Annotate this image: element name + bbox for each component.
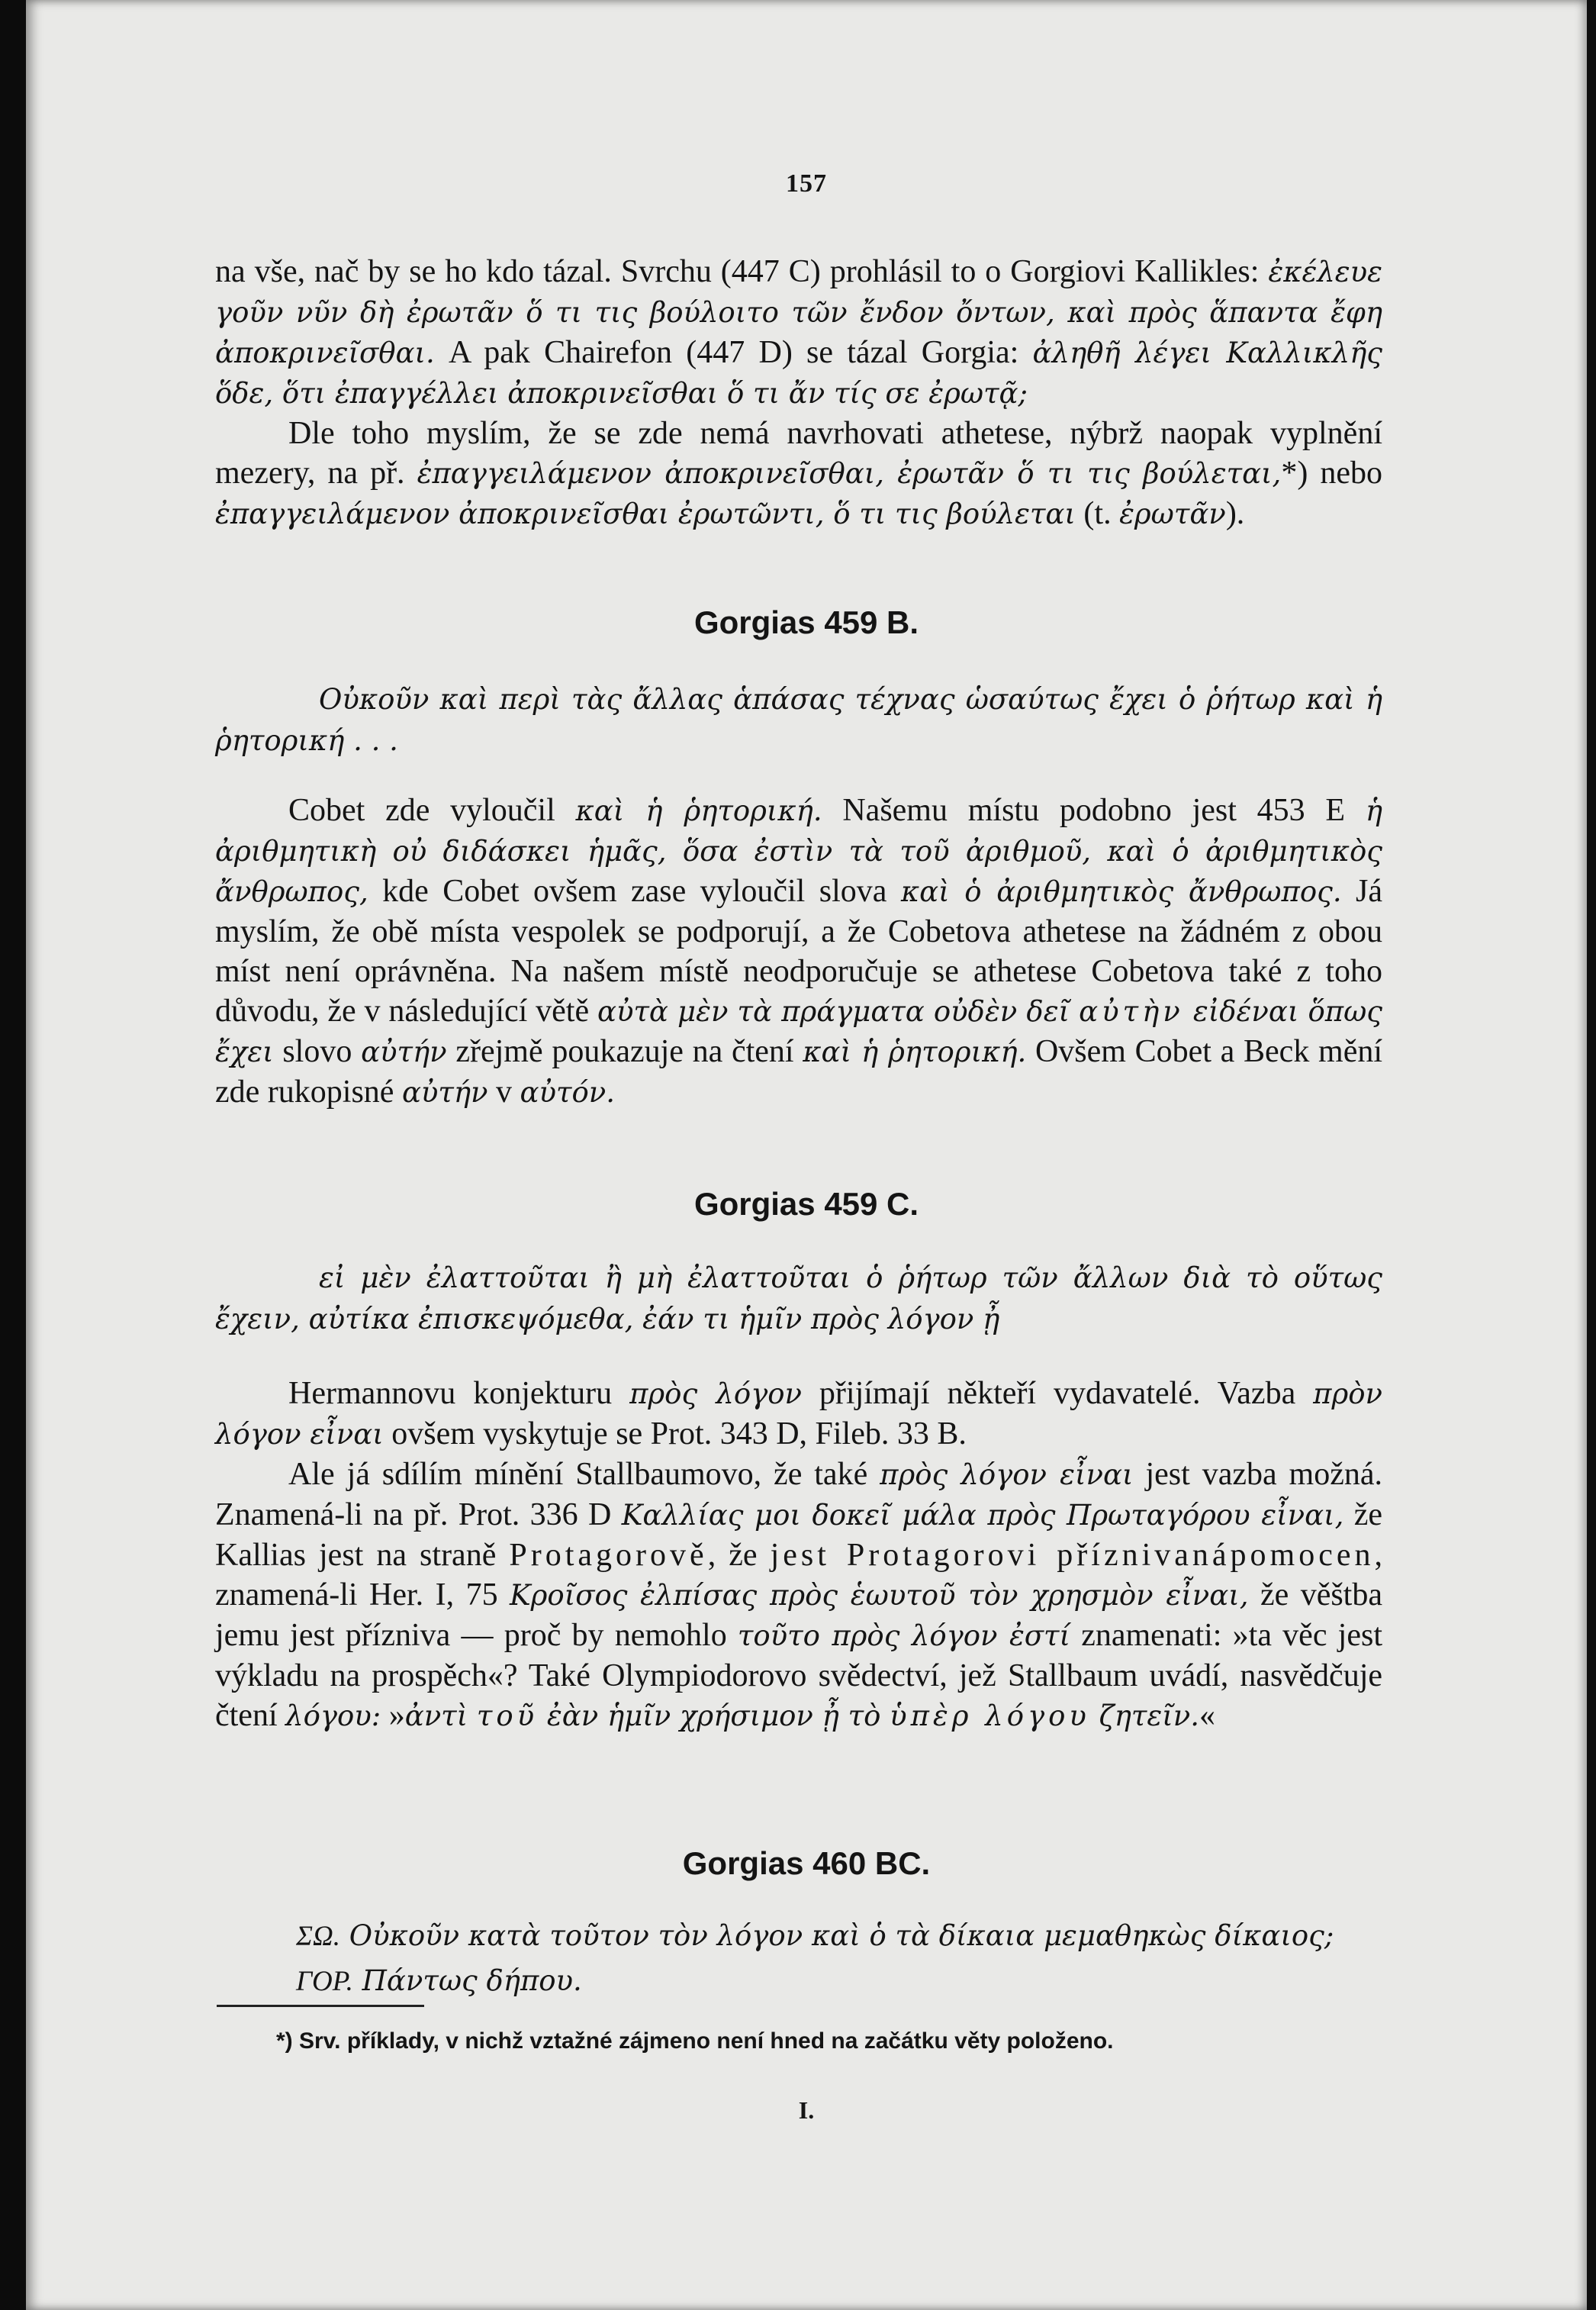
dialogue-line: ΣΩ. Οὐκοῦν κατὰ τοῦτον τὸν λόγον καὶ ὁ τὰ δίκαια μεμαθηκὼς δίκαιος; xyxy=(296,1919,1334,1952)
greek-quote: ἀληθῆ λέγει Καλλικλῆς ὅδε, ὅτι ἐπαγγέλλει ἀποκρινεῖσθαι ὅ τι ἄν τίς σε ἐρωτᾷ; xyxy=(215,337,1382,410)
intro-text xyxy=(215,252,1382,534)
paragraph: Ale já sdílím mínění Stallbaumovo, že také πρὸς λόγον εἶναι jest vazba možná. Znamená-li na př. Prot. 336 D Καλλίας μοι δοκεῖ μάλα πρὸς Πρωταγόρου εἶναι, že Kallias jest na straně Protagorově, že jest Protagorovi příznivanápomocen, znamená-li Her. I, 75 Κροῖσος ἐλπίσας πρὸς ἑωυτοῦ τὸν χρησμὸν εἶναι, že věštba jemu jest přízniva — proč by nemohlo τοῦτο πρὸς λόγον ἐστί znamenati: »ta věc jest výkladu na prospěch«? Také Olympiodorovo svědectví, jež Stallbaum uvádí, nasvědčuje čtení λόγου: »ἀντὶ τοῦ ἐὰν ἡμῖν χρήσιμον ᾖ τὸ ὑπὲρ λόγου ζητεῖν.« xyxy=(215,1457,1382,1733)
greek-block-quote: Οὐκοῦν καὶ περὶ τὰς ἄλλας ἁπάσας τέχνας ὡσαύτως ἔχει ὁ ῥήτωρ καὶ ἡ ῥητορική . . . xyxy=(215,683,1382,757)
paragraph: na vše, nač by se ho kdo tázal. Svrchu (447 C) prohlásil to o Gorgiovi Kallikles: ἐκέλευε γοῦν νῦν δὴ ἐρωτᾶν ὅ τι τις βούλοιτο τῶν ἔνδον ὄντων, καὶ πρὸς ἅπαντα ἔφη ἀποκρινεῖσθαι. A pak Chairefon (447 D) se tázal Gorgia: ἀληθῆ λέγει Καλλικλῆς ὅδε, ὅτι ἐπαγγέλλει ἀποκρινεῖσθαι ὅ τι ἄν τίς σε ἐρωτᾷ; xyxy=(215,254,1382,410)
signature-mark: I. xyxy=(798,2096,815,2124)
paragraph: Hermannovu konjekturu πρὸς λόγον přijímají někteří vydavatelé. Vazba πρὸν λόγον εἶναι ovšem vyskytuje se Prot. 343 D, Fileb. 33 B. xyxy=(215,1376,1382,1451)
dialogue-line: ΓΟΡ. Πάντως δήπου. xyxy=(296,1964,582,1997)
footnote-divider xyxy=(217,2005,424,2007)
greek-block-quote: εἰ μὲν ἐλαττοῦται ἢ μὴ ἐλαττοῦται ὁ ῥήτωρ τῶν ἄλλων διὰ τὸ οὕτως ἔχειν, αὐτίκα ἐπισκεψόμεθα, ἐάν τι ἡμῖν πρὸς λόγον ᾖ xyxy=(215,1261,1382,1335)
dialogue-lines xyxy=(296,1914,1379,2004)
paragraph: Cobet zde vyloučil καὶ ἡ ῥητορική. Našemu místu podobno jest 453 E ἡ ἀριθμητικὴ οὐ διδάσκει ἡμᾶς, ὅσα ἐστὶν τὰ τοῦ ἀριθμοῦ, καὶ ὁ ἀριθμητικὸς ἄνθρωπος, kde Cobet ovšem zase vyloučil slova καὶ ὁ ἀριθμητικὸς ἄνθρωπος. Já myslím, že obě místa vespolek se podporují, a že Cobetova athetese na žádném z obou míst není oprávněna. Na našem místě neodporučuje se athetese Cobetova také z toho důvodu, že v následující větě αὐτὰ μὲν τὰ πράγματα οὐδὲν δεῖ αὐτὴν εἰδέναι ὅπως ἔχει slovo αὐτήν zřejmě poukazuje na čtení καὶ ἡ ῥητορική. Ovšem Cobet a Beck mění zde rukopisné αὐτήν v αὐτόν. xyxy=(215,793,1383,1110)
page-number: 157 xyxy=(786,169,827,198)
section-heading-459c: Gorgias 459 C. xyxy=(693,1186,919,1222)
section-heading-460bc: Gorgias 460 BC. xyxy=(682,1845,931,1881)
speaker-label: ΓΟΡ. xyxy=(296,1966,353,1997)
page xyxy=(26,0,1587,2310)
speaker-label: ΣΩ. xyxy=(296,1921,340,1952)
greek-quote: ἐρωτᾶν xyxy=(1119,498,1226,530)
section-text-459c xyxy=(215,1374,1382,1736)
greek-quote: ἐπαγγειλάμενον ἀποκρινεῖσθαι, ἐρωτᾶν ὅ τι τις βούλεται, xyxy=(417,457,1282,490)
paragraph: Dle toho myslím, že se zde nemá navrhovati athetese, nýbrž naopak vyplnění mezery, na př. ἐπαγγειλάμενον ἀποκρινεῖσθαι, ἐρωτᾶν ὅ τι τις βούλεται,*) nebo ἐπαγγειλάμενον ἀποκρινεῖσθαι ἐρωτῶντι, ὅ τι τις βούλεται (t. ἐρωτᾶν). xyxy=(215,416,1382,531)
scan-left-edge xyxy=(0,0,26,2310)
footnote: *) Srv. příklady, v nichž vztažné zájmeno není hned na začátku věty položeno. xyxy=(276,2028,1114,2054)
greek-quote: ἐπαγγειλάμενον ἀποκρινεῖσθαι ἐρωτῶντι, ὅ τι τις βούλεται xyxy=(215,498,1076,530)
scan-right-edge xyxy=(1587,0,1596,2310)
section-heading-459b: Gorgias 459 B. xyxy=(693,604,919,640)
section-text-459b xyxy=(215,791,1382,1113)
greek-quote: ἐκέλευε γοῦν νῦν δὴ ἐρωτᾶν ὅ τι τις βούλοιτο τῶν ἔνδον ὄντων, καὶ πρὸς ἅπαντα ἔφη ἀποκρινεῖσθαι. xyxy=(215,256,1382,369)
